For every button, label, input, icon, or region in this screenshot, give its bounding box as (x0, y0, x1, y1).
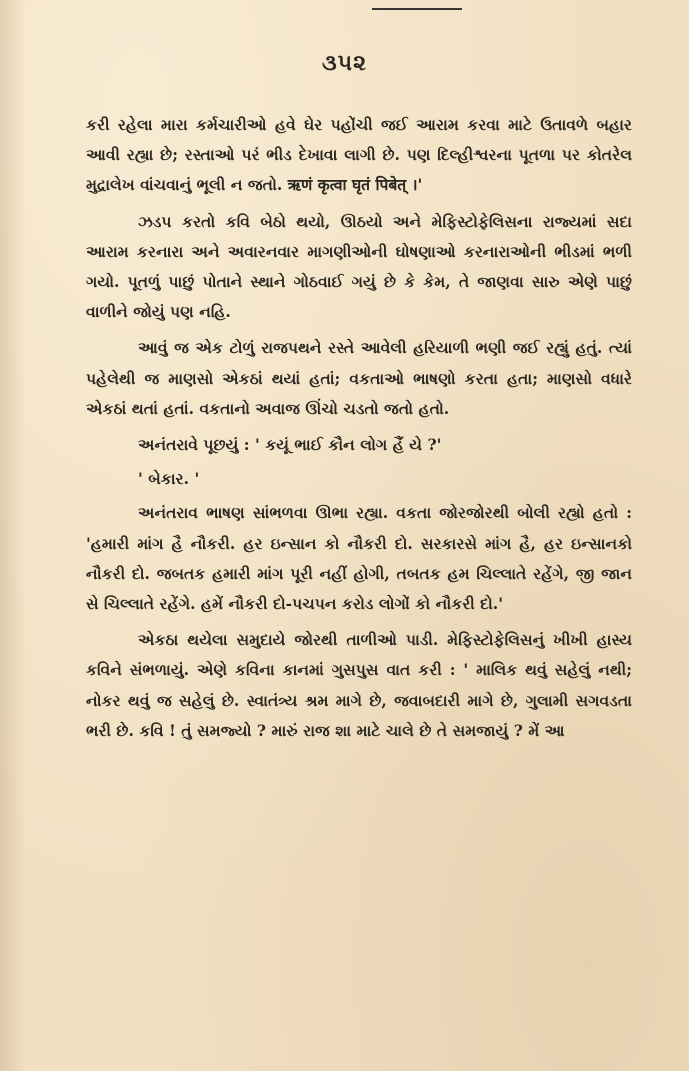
top-rule (372, 8, 462, 10)
paragraph-crowd: આવું જ એક ટોળું રાજપથને રસ્તે આવેલી હરિયાળી ભણી જઈ રહ્યું હતું. ત્યાં પહેલેથી જ માણસો એકઠાં થયાં હતાં; વકતાઓ ભાષણો કરતા હતા; માણસો વધારે એકઠાં થતાં હતાં. વકતાનો અવાજ ઊંચો ચડતો જતો હતો. (86, 338, 632, 418)
paragraph-applause: એકઠા થયેલા સમુદાયે જોરથી તાળીઓ પાડી. મેફિસ્ટોફેલિસનું ખીખી હાસ્ય કવિને સંભળાયું. એણે કવિના કાનમાં ગુસપુસ વાત કરી : ' માલિક થવું સહેલું નથી; નોકર થવું જ સહેલું છે. સ્વાતંત્ર્ય શ્રમ માગે છે, જવાબદારી માગે છે, ગુલામી સગવડતા ભરી છે. કવિ ! તું સમજ્યો ? મારું રાજ શા માટે ચાલે છે તે સમજાયું ? મેં આ (86, 630, 632, 740)
paragraph-poet-rises: ઝડપ કરતો કવિ બેઠો થયો, ઊઠયો અને મેફિસ્ટોફેલિસના રાજ્યમાં સદા આરામ કરનારા અને અવારનવાર માગણીઓની ઘોષણાઓ કરનારાઓની ભીડમાં ભળી ગયો. પૂતળું પાછું પોતાને સ્થાને ગોઠવાઈ ગયું છે કે કેમ, તે જાણવા સારુ એણે પાછું વાળીને જોયું પણ નહિ. (86, 211, 632, 322)
body-text (86, 110, 632, 752)
paragraph-continuation: કરી રહેલા મારા કર્મચારીઓ હવે ઘેર પહોંચી જઈ આરામ કરવા માટે ઉતાવળે બહાર આવી રહ્યા છે; રસ્તાઓ પરં ભીડ દેખાવા લાગી છે. પણ દિલ્હીશ્વરના પૂતળા પર કોતરેલ મુદ્રાલેખ વાંચવાનું ભૂલી ન જતો. ऋणं कृत्वा घृतं पिबेत् ।' (86, 115, 632, 195)
spine-shadow (0, 0, 26, 1071)
dialog-answer: ' બેકાર. ' (138, 469, 200, 489)
paragraph-speech: અનંતરાવ ભાષણ સાંભળવા ઊભા રહ્યા. વકતા જોરજોરથી બોલી રહ્યો હતો : 'હમારી માંગ હૈ નૌકરી. હર ઇન્સાન કો નૌકરી દો. સરકારસે માંગ હૈ, હર ઇન્સાનકો નૌકરી દો. જબતક હમારી માંગ પૂરી નહીં હોગી, તબતક હમ ચિલ્લાતે રહેંગે, જી જાન સે ચિલ્લાતે રહેંગે. હમેં નૌકરી દો-પચપન કરોડ લોગોં કો નૌકરી દો.' (86, 503, 632, 614)
page-number: ૩૫૨ (321, 50, 368, 76)
dialog-question: અનંતરાવે પૂછયું : ' કયૂં ભાઈ કૌન લોગ હૈં યે ?' (138, 435, 442, 455)
